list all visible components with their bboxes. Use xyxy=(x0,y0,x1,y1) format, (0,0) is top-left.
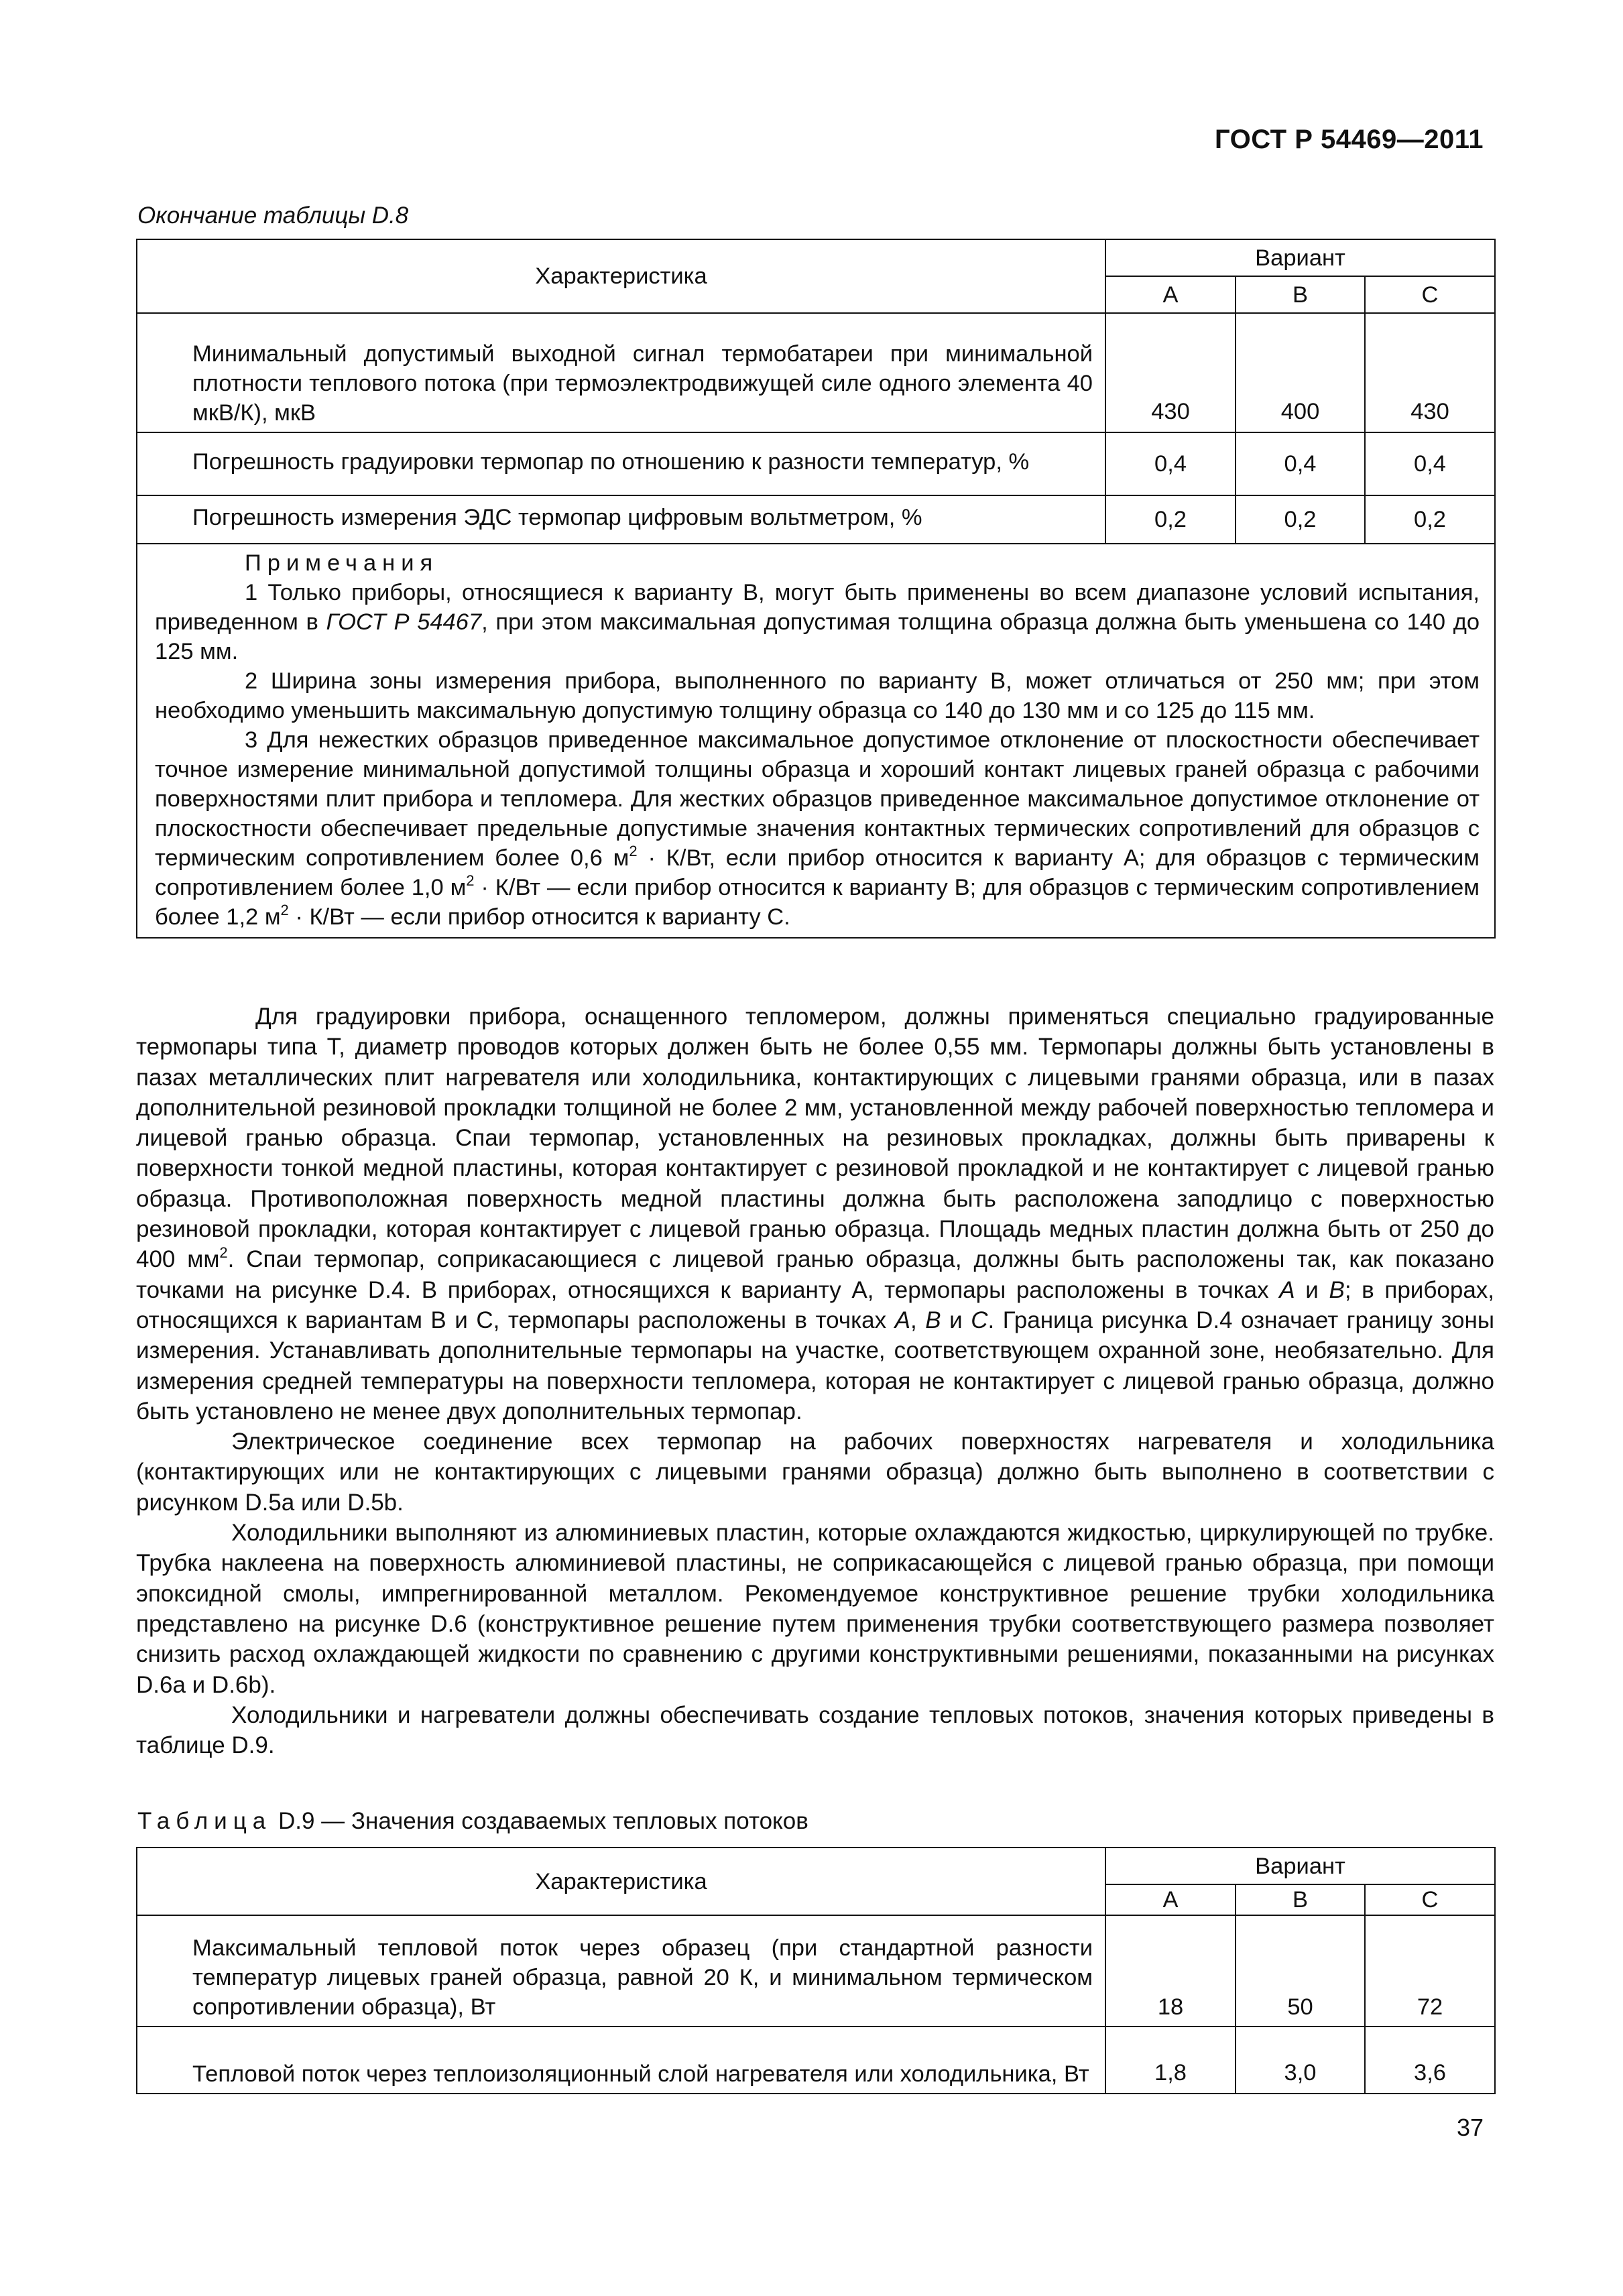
table-d9-variant-b: В xyxy=(1236,1884,1365,1915)
table-d9-row-label xyxy=(137,1915,1105,2027)
table-d8-caption: Окончание таблицы D.8 xyxy=(137,202,409,229)
table-d8-cell: 400 xyxy=(1236,313,1365,432)
table-d9-row2-label: Тепловой поток через теплоизоляционный слой нагревателя или холодильника, Вт xyxy=(192,2061,1089,2087)
page-number: 37 xyxy=(1456,2114,1484,2141)
table-d9-row-label xyxy=(137,2027,1105,2094)
table-d9-variant-c: С xyxy=(1365,1884,1495,1915)
table-d8-row-label xyxy=(137,432,1105,495)
table-d9-cell: 1,8 xyxy=(1105,2027,1236,2094)
table-d9-cell: 3,0 xyxy=(1236,2027,1365,2094)
table-d8-row3-label: Погрешность измерения ЭДС термопар цифровым вольтметром, % xyxy=(192,505,922,530)
notes-heading: Примечания xyxy=(245,550,439,576)
table-d8-variant-c: С xyxy=(1365,276,1495,313)
table-d9-row1-label: Максимальный тепловой поток через образец (при стандартной разности температур лицевых граней образца, равной 20 К, и минимальном термическом сопротивлении образца), Вт xyxy=(192,1935,1093,2020)
paragraph: Холодильники и нагреватели должны обеспечивать создание тепловых потоков, значения которых приведены в таблице D.9. xyxy=(136,1701,1494,1759)
paragraph: Электрическое соединение всех термопар на рабочих поверхностях нагревателя и холодильника (контактирующих или не контактирующих с лицевыми гранями образца) должно быть выполнено в соответствии с рисунком D.5a или D.5b. xyxy=(136,1429,1494,1516)
table-d9-header-variant: Вариант xyxy=(1105,1848,1495,1884)
table-d9-cell: 18 xyxy=(1105,1915,1236,2027)
table-d8-row-label xyxy=(137,313,1105,432)
table-d8-cell: 0,4 xyxy=(1105,432,1236,495)
body-text xyxy=(136,1002,1494,1760)
table-d8-cell: 430 xyxy=(1105,313,1236,432)
table-d9-variant-a: А xyxy=(1105,1884,1236,1915)
table-d8-row-label xyxy=(137,495,1105,544)
table-d9-cell: 72 xyxy=(1365,1915,1495,2027)
table-d8-variant-a: А xyxy=(1105,276,1236,313)
table-d9-header-characteristic: Характеристика xyxy=(137,1848,1105,1915)
table-d8-notes xyxy=(137,544,1495,938)
paragraph: Холодильники выполняют из алюминиевых пластин, которые охлаждаются жидкостью, циркулирующей по трубке. Трубка наклеена на поверхность алюминиевой пластины, не соприкасающейся с лицевой гранью образца, при помощи эпоксидной смолы, импрегнированной металлом. Рекомендуемое конструктивное решение трубки холодильника представлено на рисунке D.6 (конструктивное решение путем применения трубки соответствующего размера позволяет снизить расход охлаждающей жидкости по сравнению с другими конструктивными решениями, показанными на рисунках D.6a и D.6b). xyxy=(136,1520,1494,1698)
paragraph: Для градуировки прибора, оснащенного тепломером, должны применяться специально градуированные термопары типа Т, диаметр проводов которых должен быть не более 0,55 мм. Термопары должны быть установлены в пазах металлических плит нагревателя или холодильника, контактирующих с лицевыми гранями образца, или в пазах дополнительной резиновой прокладки толщиной не более 2 мм, установленной между рабочей поверхностью тепломера и лицевой гранью образца. Спаи термопар, установленных на резиновых прокладках, должны быть приварены к поверхности тонкой медной пластины, которая контактирует с резиновой прокладкой и не контактирует с лицевой гранью образца. Противоположная поверхность медной пластины должна быть расположена заподлицо с поверхностью резиновой прокладки, которая контактирует с лицевой гранью образца. Площадь медных пластин должна быть от 250 до 400 $мм^2$. Спаи термопар, соприкасающиеся с лицевой гранью образца, должны быть расположены так, как показано точками на рисунке D.4. В приборах, относящихся к варианту А, термопары расположены в точках A и B; в приборах, относящихся к вариантам В и С, термопары расположены в точках A, B и C. Граница рисунка D.4 означает границу зоны измерения. Устанавливать дополнительные термопары на участке, соответствующем охранной зоне, необязательно. Для измерения средней температуры на поверхности тепломера, которая не контактирует с лицевой гранью образца, должно быть установлено не менее двух дополнительных термопар. xyxy=(136,1004,1495,1425)
document-code: ГОСТ Р 54469—2011 xyxy=(1215,125,1484,154)
table-d8-cell: 0,4 xyxy=(1236,432,1365,495)
table-d8-cell: 0,2 xyxy=(1236,495,1365,544)
note-1: 1 Только приборы, относящиеся к варианту В, могут быть применены во всем диапазоне условий испытания, приведенном в ГОСТ Р 54467, при этом максимальная допустимая толщина образца должна быть уменьшена со 140 до 125 мм. xyxy=(155,580,1480,664)
table-d8-row2-label: Погрешность градуировки термопар по отношению к разности температур, % xyxy=(192,449,1030,475)
note-2: 2 Ширина зоны измерения прибора, выполненного по варианту В, может отличаться от 250 мм; при этом необходимо уменьшить максимальную допустимую толщину образца со 140 до 130 мм и со 125 до 115 мм. xyxy=(155,668,1480,723)
table-d8-variant-b: В xyxy=(1236,276,1365,313)
table-d8 xyxy=(136,239,1496,939)
table-d8-cell: 0,2 xyxy=(1365,495,1495,544)
table-d8-header-variant: Вариант xyxy=(1105,239,1495,276)
table-d8-cell: 0,4 xyxy=(1365,432,1495,495)
table-d9-caption: Таблица D.9 — Значения создаваемых тепловых потоков xyxy=(137,1808,808,1834)
table-d9 xyxy=(136,1847,1496,2094)
table-d9-cell: 50 xyxy=(1236,1915,1365,2027)
table-d8-cell: 0,2 xyxy=(1105,495,1236,544)
table-d9-cell: 3,6 xyxy=(1365,2027,1495,2094)
note-3: 3 Для нежестких образцов приведенное максимальное допустимое отклонение от плоскостности обеспечивает точное измерение минимальной допустимой толщины образца и хороший контакт лицевых граней образца с рабочими поверхностями плит прибора и тепломера. Для жестких образцов приведенное максимальное допустимое отклонение от плоскостности обеспечивает предельные допустимые значения контактных термических сопротивлений для образцов с термическим сопротивлением более 0,6 $м^2 \cdot К/Вт$, если прибор относится к варианту А; для образцов с термическим сопротивлением более 1,0 $м^2 \cdot К/Вт$ — если прибор относится к варианту В; для образцов с термическим сопротивлением более 1,2 $м^2 \cdot К/Вт$ — если прибор относится к варианту С. xyxy=(155,727,1480,930)
table-d8-row1-label: Минимальный допустимый выходной сигнал термобатареи при минимальной плотности теплового потока (при термоэлектродвижущей силе одного элемента 40 мкВ/К), мкВ xyxy=(192,341,1093,426)
table-d8-header-characteristic: Характеристика xyxy=(137,239,1105,313)
table-d8-cell: 430 xyxy=(1365,313,1495,432)
